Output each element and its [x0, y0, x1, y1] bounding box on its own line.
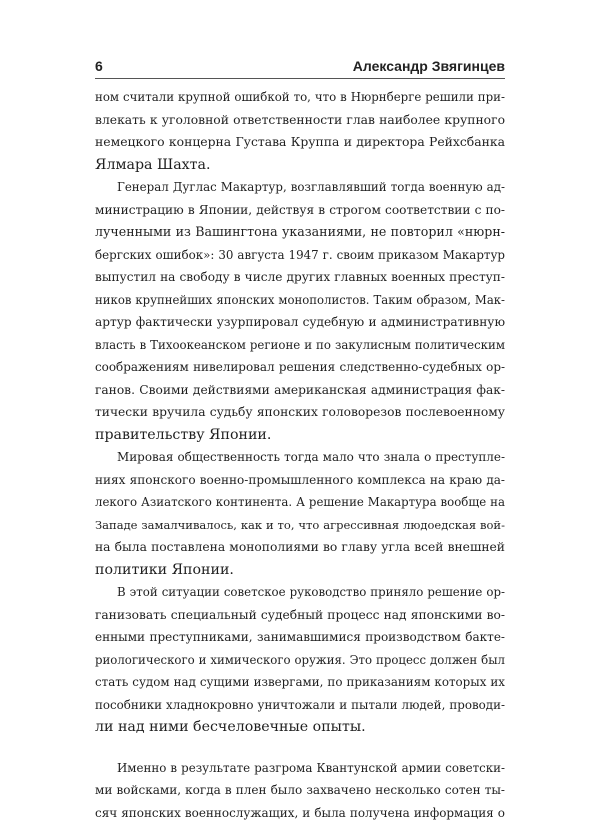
text-line: риологического и химического оружия. Это процесс должен был — [95, 649, 505, 672]
text-line: на была поставлена монополиями во главу угла всей внешней — [95, 536, 505, 559]
running-header — [95, 48, 505, 74]
text-line: Мировая общественность тогда мало что знала о преступле- — [95, 446, 505, 469]
text-line: политики Японии. — [95, 559, 505, 582]
text-line: бергских ошибок»: 30 августа 1947 г. своим приказом Макартур — [95, 244, 505, 267]
text-line: ганизовать специальный судебный процесс над японскими во- — [95, 604, 505, 627]
paragraph — [95, 176, 505, 446]
text-line: енными преступниками, занимавшимися производством бакте- — [95, 626, 505, 649]
text-line: ников крупнейших японских монополистов. Таким образом, Мак- — [95, 289, 505, 312]
paragraph — [95, 581, 505, 739]
text-line: власть в Тихоокеанском регионе и по закулисным политическим — [95, 334, 505, 357]
text-line: Западе замалчивалось, как и то, что агрессивная людоедская вой- — [95, 514, 505, 537]
text-line: В этой ситуации советское руководство приняло решение ор- — [95, 581, 505, 604]
text-line: тически вручила судьбу японских головорезов послевоенному — [95, 401, 505, 424]
text-line: Генерал Дуглас Макартур, возглавлявший тогда военную ад- — [95, 176, 505, 199]
text-line: ли над ними бесчеловечные опыты. — [95, 716, 505, 739]
page-number: 6 — [95, 58, 103, 74]
paragraph — [95, 757, 505, 824]
text-line: правительству Японии. — [95, 424, 505, 447]
text-line: ганов. Своими действиями американская администрация фак- — [95, 379, 505, 402]
text-line: ми войсками, когда в плен было захвачено несколько сотен ты- — [95, 779, 505, 802]
text-line: министрацию в Японии, действуя в строгом соответствии с по- — [95, 199, 505, 222]
text-line: выпустил на свободу в числе других главных военных преступ- — [95, 266, 505, 289]
text-line: ниях японского военно-промышленного комплекса на краю да- — [95, 469, 505, 492]
text-line: лекого Азиатского континента. А решение Макартура вообще на — [95, 491, 505, 514]
text-line: Ялмара Шахта. — [95, 154, 505, 177]
text-line: пособники хладнокровно уничтожали и пытали людей, проводи- — [95, 694, 505, 717]
text-line: влекать к уголовной ответственности глав наиболее крупного — [95, 109, 505, 132]
text-line: ном считали крупной ошибкой то, что в Нюрнберге решили при- — [95, 86, 505, 109]
text-line: Именно в результате разгрома Квантунской армии советски- — [95, 757, 505, 780]
paragraph — [95, 446, 505, 581]
paragraph — [95, 86, 505, 176]
section-break — [95, 739, 505, 757]
text-line: соображениям нивелировал решения следственно-судебных ор- — [95, 356, 505, 379]
header-rule — [95, 78, 505, 79]
body-text — [95, 86, 505, 824]
running-header-author: Александр Звягинцев — [353, 58, 505, 74]
text-line: стать судом над сущими извергами, по приказаниям которых их — [95, 671, 505, 694]
text-line: сяч японских военнослужащих, и была получена информация о — [95, 802, 505, 824]
text-line: артур фактически узурпировал судебную и административную — [95, 311, 505, 334]
text-line: немецкого концерна Густава Круппа и директора Рейхсбанка — [95, 131, 505, 154]
text-line: лученными из Вашингтона указаниями, не повторил «нюрн- — [95, 221, 505, 244]
